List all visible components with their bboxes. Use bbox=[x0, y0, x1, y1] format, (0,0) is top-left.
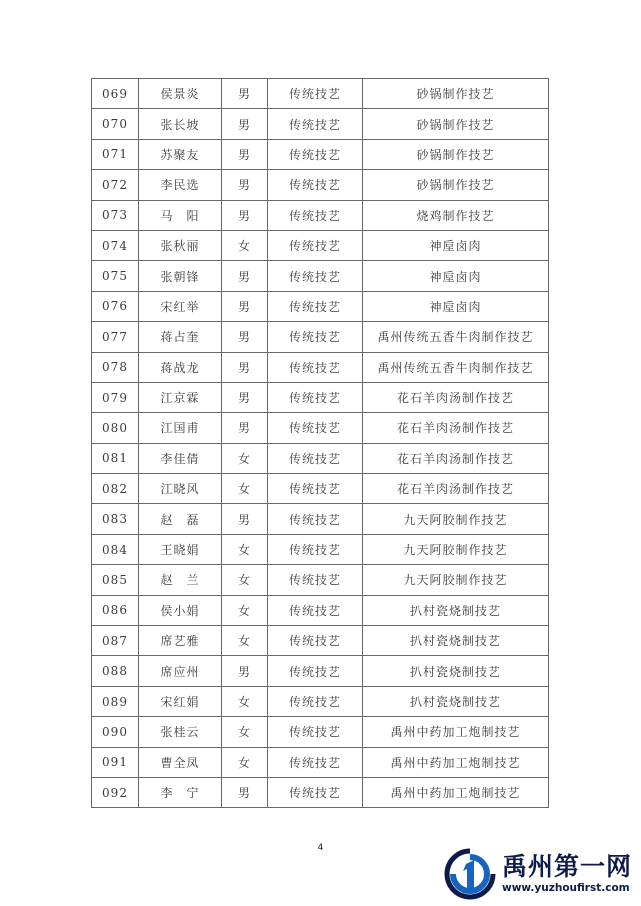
cell-number: 078 bbox=[92, 352, 139, 382]
cell-project: 神垕卤肉 bbox=[363, 291, 549, 321]
cell-name: 江国甫 bbox=[139, 413, 222, 443]
cell-project: 扒村瓷烧制技艺 bbox=[363, 626, 549, 656]
table-row bbox=[92, 79, 549, 109]
cell-name: 席应州 bbox=[139, 656, 222, 686]
cell-project: 禹州中药加工炮制技艺 bbox=[363, 747, 549, 777]
table-row bbox=[92, 322, 549, 352]
cell-project: 禹州传统五香牛肉制作技艺 bbox=[363, 352, 549, 382]
cell-sex: 男 bbox=[222, 261, 268, 291]
cell-name: 蒋战龙 bbox=[139, 352, 222, 382]
cell-number: 079 bbox=[92, 382, 139, 412]
cell-category: 传统技艺 bbox=[268, 261, 363, 291]
cell-project: 神垕卤肉 bbox=[363, 261, 549, 291]
cell-project: 砂锅制作技艺 bbox=[363, 139, 549, 169]
cell-number: 076 bbox=[92, 291, 139, 321]
cell-category: 传统技艺 bbox=[268, 534, 363, 564]
cell-number: 090 bbox=[92, 717, 139, 747]
cell-sex: 男 bbox=[222, 109, 268, 139]
cell-sex: 女 bbox=[222, 474, 268, 504]
cell-number: 081 bbox=[92, 443, 139, 473]
table-row bbox=[92, 109, 549, 139]
cell-project: 花石羊肉汤制作技艺 bbox=[363, 443, 549, 473]
cell-sex: 女 bbox=[222, 230, 268, 260]
cell-name: 张秋丽 bbox=[139, 230, 222, 260]
cell-name: 侯小娟 bbox=[139, 595, 222, 625]
cell-number: 073 bbox=[92, 200, 139, 230]
cell-category: 传统技艺 bbox=[268, 109, 363, 139]
cell-project: 砂锅制作技艺 bbox=[363, 79, 549, 109]
table-row bbox=[92, 534, 549, 564]
cell-category: 传统技艺 bbox=[268, 474, 363, 504]
table-row bbox=[92, 777, 549, 807]
cell-name: 李民选 bbox=[139, 170, 222, 200]
cell-category: 传统技艺 bbox=[268, 413, 363, 443]
cell-number: 070 bbox=[92, 109, 139, 139]
cell-number: 087 bbox=[92, 626, 139, 656]
cell-name: 侯景炎 bbox=[139, 79, 222, 109]
site-logo-icon bbox=[444, 848, 496, 900]
table-row bbox=[92, 261, 549, 291]
cell-name: 江晓风 bbox=[139, 474, 222, 504]
table-row bbox=[92, 747, 549, 777]
cell-name: 宋红举 bbox=[139, 291, 222, 321]
cell-category: 传统技艺 bbox=[268, 717, 363, 747]
cell-number: 086 bbox=[92, 595, 139, 625]
cell-name: 曹全凤 bbox=[139, 747, 222, 777]
inheritor-table bbox=[91, 78, 549, 808]
page-number: 4 bbox=[317, 843, 324, 853]
cell-project: 花石羊肉汤制作技艺 bbox=[363, 382, 549, 412]
cell-project: 扒村瓷烧制技艺 bbox=[363, 595, 549, 625]
watermark-url: www.yuzhoufirst.com bbox=[502, 882, 630, 894]
cell-sex: 男 bbox=[222, 139, 268, 169]
cell-category: 传统技艺 bbox=[268, 565, 363, 595]
table-row bbox=[92, 230, 549, 260]
watermark-title: 禹州第一网 bbox=[502, 852, 633, 881]
cell-sex: 男 bbox=[222, 352, 268, 382]
cell-category: 传统技艺 bbox=[268, 595, 363, 625]
cell-category: 传统技艺 bbox=[268, 230, 363, 260]
table-row bbox=[92, 565, 549, 595]
cell-project: 神垕卤肉 bbox=[363, 230, 549, 260]
cell-sex: 男 bbox=[222, 413, 268, 443]
cell-sex: 女 bbox=[222, 717, 268, 747]
cell-sex: 男 bbox=[222, 200, 268, 230]
cell-project: 花石羊肉汤制作技艺 bbox=[363, 413, 549, 443]
cell-number: 071 bbox=[92, 139, 139, 169]
cell-number: 091 bbox=[92, 747, 139, 777]
cell-name: 张桂云 bbox=[139, 717, 222, 747]
table-row bbox=[92, 200, 549, 230]
cell-category: 传统技艺 bbox=[268, 626, 363, 656]
table-row bbox=[92, 352, 549, 382]
cell-sex: 女 bbox=[222, 443, 268, 473]
cell-sex: 女 bbox=[222, 595, 268, 625]
cell-name: 赵 磊 bbox=[139, 504, 222, 534]
cell-sex: 男 bbox=[222, 656, 268, 686]
cell-sex: 男 bbox=[222, 504, 268, 534]
cell-name: 宋红娟 bbox=[139, 686, 222, 716]
table-row bbox=[92, 170, 549, 200]
table-row bbox=[92, 139, 549, 169]
cell-project: 扒村瓷烧制技艺 bbox=[363, 686, 549, 716]
cell-sex: 男 bbox=[222, 79, 268, 109]
cell-category: 传统技艺 bbox=[268, 170, 363, 200]
cell-sex: 男 bbox=[222, 382, 268, 412]
table-row bbox=[92, 656, 549, 686]
table-row bbox=[92, 626, 549, 656]
cell-sex: 男 bbox=[222, 777, 268, 807]
cell-category: 传统技艺 bbox=[268, 291, 363, 321]
cell-sex: 女 bbox=[222, 565, 268, 595]
cell-number: 089 bbox=[92, 686, 139, 716]
cell-name: 马 阳 bbox=[139, 200, 222, 230]
cell-sex: 男 bbox=[222, 170, 268, 200]
cell-project: 砂锅制作技艺 bbox=[363, 170, 549, 200]
table-row bbox=[92, 595, 549, 625]
cell-number: 069 bbox=[92, 79, 139, 109]
cell-number: 074 bbox=[92, 230, 139, 260]
cell-number: 084 bbox=[92, 534, 139, 564]
cell-category: 传统技艺 bbox=[268, 382, 363, 412]
table-row bbox=[92, 474, 549, 504]
cell-sex: 男 bbox=[222, 322, 268, 352]
table-row bbox=[92, 686, 549, 716]
cell-sex: 女 bbox=[222, 747, 268, 777]
cell-project: 禹州传统五香牛肉制作技艺 bbox=[363, 322, 549, 352]
cell-name: 张长坡 bbox=[139, 109, 222, 139]
cell-number: 092 bbox=[92, 777, 139, 807]
cell-number: 072 bbox=[92, 170, 139, 200]
cell-category: 传统技艺 bbox=[268, 777, 363, 807]
table-row bbox=[92, 291, 549, 321]
cell-name: 李 宁 bbox=[139, 777, 222, 807]
cell-project: 禹州中药加工炮制技艺 bbox=[363, 717, 549, 747]
cell-category: 传统技艺 bbox=[268, 656, 363, 686]
cell-sex: 女 bbox=[222, 626, 268, 656]
cell-name: 李佳倩 bbox=[139, 443, 222, 473]
site-watermark bbox=[444, 846, 636, 902]
table-row bbox=[92, 717, 549, 747]
cell-project: 砂锅制作技艺 bbox=[363, 109, 549, 139]
cell-category: 传统技艺 bbox=[268, 443, 363, 473]
cell-name: 赵 兰 bbox=[139, 565, 222, 595]
cell-category: 传统技艺 bbox=[268, 352, 363, 382]
cell-category: 传统技艺 bbox=[268, 200, 363, 230]
cell-category: 传统技艺 bbox=[268, 504, 363, 534]
cell-category: 传统技艺 bbox=[268, 747, 363, 777]
cell-number: 077 bbox=[92, 322, 139, 352]
cell-name: 苏聚友 bbox=[139, 139, 222, 169]
inheritor-table-body bbox=[92, 79, 549, 808]
table-row bbox=[92, 382, 549, 412]
cell-project: 禹州中药加工炮制技艺 bbox=[363, 777, 549, 807]
cell-category: 传统技艺 bbox=[268, 139, 363, 169]
cell-name: 张朝锋 bbox=[139, 261, 222, 291]
cell-category: 传统技艺 bbox=[268, 686, 363, 716]
cell-number: 082 bbox=[92, 474, 139, 504]
cell-project: 花石羊肉汤制作技艺 bbox=[363, 474, 549, 504]
cell-project: 九天阿胶制作技艺 bbox=[363, 565, 549, 595]
watermark-text bbox=[502, 853, 632, 895]
cell-category: 传统技艺 bbox=[268, 79, 363, 109]
cell-sex: 女 bbox=[222, 686, 268, 716]
cell-name: 席艺雅 bbox=[139, 626, 222, 656]
table-row bbox=[92, 413, 549, 443]
cell-number: 085 bbox=[92, 565, 139, 595]
cell-name: 蒋占奎 bbox=[139, 322, 222, 352]
cell-number: 075 bbox=[92, 261, 139, 291]
cell-number: 080 bbox=[92, 413, 139, 443]
cell-number: 088 bbox=[92, 656, 139, 686]
cell-name: 江京霖 bbox=[139, 382, 222, 412]
cell-project: 扒村瓷烧制技艺 bbox=[363, 656, 549, 686]
table-row bbox=[92, 443, 549, 473]
cell-name: 王晓娟 bbox=[139, 534, 222, 564]
cell-project: 九天阿胶制作技艺 bbox=[363, 504, 549, 534]
cell-project: 烧鸡制作技艺 bbox=[363, 200, 549, 230]
cell-number: 083 bbox=[92, 504, 139, 534]
table-row bbox=[92, 504, 549, 534]
cell-category: 传统技艺 bbox=[268, 322, 363, 352]
cell-sex: 女 bbox=[222, 534, 268, 564]
cell-sex: 男 bbox=[222, 291, 268, 321]
cell-project: 九天阿胶制作技艺 bbox=[363, 534, 549, 564]
